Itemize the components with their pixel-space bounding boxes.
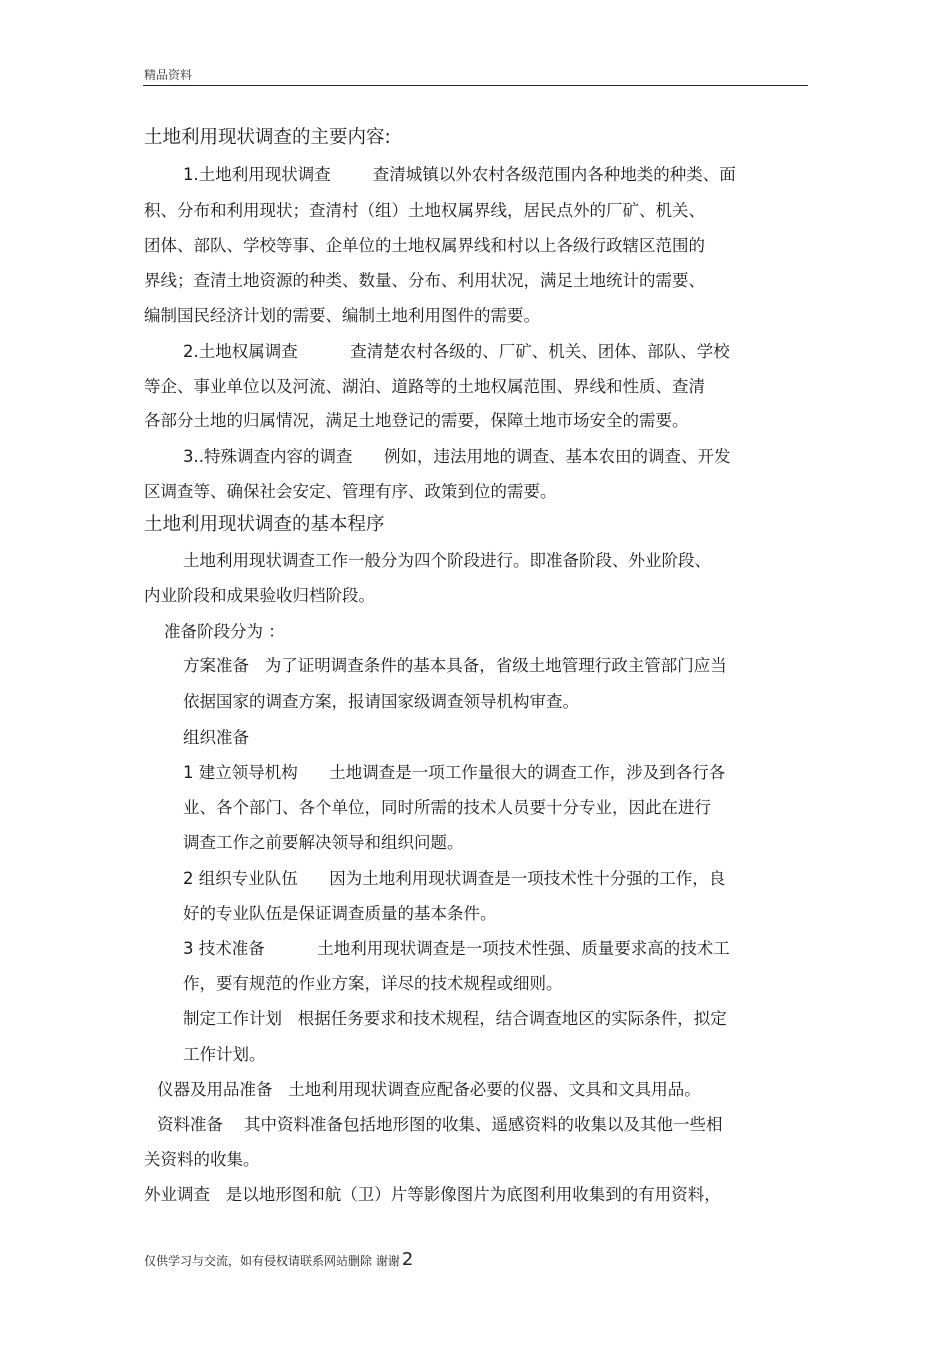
paragraph-line: 区调查等、确保社会安定、管理有序、政策到位的需要。	[144, 482, 557, 501]
paragraph-line: 组织准备	[183, 728, 249, 747]
page-footer	[144, 1249, 413, 1270]
footer-text: 仅供学习与交流，如有侵权请联系网站删除 谢谢	[144, 1254, 400, 1268]
paragraph-line: 3..特殊调查内容的调查 例如，违法用地的调查、基本农田的调查、开发	[183, 447, 731, 466]
header-title: 精品资料	[144, 68, 193, 82]
header-divider	[143, 85, 808, 86]
section-heading: 土地利用现状调查的基本程序	[144, 514, 385, 535]
paragraph-line: 各部分土地的归属情况，满足土地登记的需要，保障土地市场安全的需要。	[144, 411, 689, 430]
paragraph-line: 内业阶段和成果验收归档阶段。	[144, 586, 375, 605]
paragraph-line: 1.土地利用现状调查 查清城镇以外农村各级范围内各种地类的种类、面	[183, 165, 736, 184]
paragraph-line: 等企、事业单位以及河流、湖泊、道路等的土地权属范围、界线和性质、查清	[144, 377, 705, 396]
paragraph-line: 团体、部队、学校等事、企单位的土地权属界线和村以上各级行政辖区范围的	[144, 236, 705, 255]
paragraph-line: 调查工作之前要解决领导和组织问题。	[183, 833, 464, 852]
paragraph-line: 制定工作计划 根据任务要求和技术规程，结合调查地区的实际条件，拟定	[183, 1009, 727, 1028]
paragraph-line: 资料准备 其中资料准备包括地形图的收集、遥感资料的收集以及其他一些相	[157, 1115, 723, 1134]
paragraph-line: 2 组织专业队伍 因为土地利用现状调查是一项技术性十分强的工作，良	[183, 869, 726, 888]
section-heading: 土地利用现状调查的主要内容:	[144, 127, 391, 148]
paragraph-line: 好的专业队伍是保证调查质量的基本条件。	[183, 904, 497, 923]
paragraph-line: 2.土地权属调查 查清楚农村各级的、厂矿、机关、团体、部队、学校	[183, 342, 730, 361]
paragraph-line: 工作计划。	[183, 1045, 266, 1064]
paragraph-line: 编制国民经济计划的需要、编制土地利用图件的需要。	[144, 306, 540, 325]
paragraph-line: 方案准备 为了证明调查条件的基本具备，省级土地管理行政主管部门应当	[183, 656, 727, 675]
page-number: 2	[401, 1249, 414, 1270]
paragraph-line: 积、分布和利用现状；查清村（组）土地权属界线，居民点外的厂矿、机关、	[144, 201, 705, 220]
paragraph-line: 依据国家的调查方案，报请国家级调查领导机构审查。	[183, 692, 579, 711]
paragraph-line: 准备阶段分为 ：	[164, 622, 285, 641]
paragraph-line: 仪器及用品准备 土地利用现状调查应配备必要的仪器、文具和文具用品。	[157, 1080, 701, 1099]
paragraph-line: 3 技术准备 土地利用现状调查是一项技术性强、质量要求高的技术工	[183, 939, 730, 958]
paragraph-line: 1 建立领导机构 土地调查是一项工作量很大的调查工作，涉及到各行各	[183, 763, 726, 782]
paragraph-line: 土地利用现状调查工作一般分为四个阶段进行。即准备阶段、外业阶段、	[183, 551, 711, 570]
paragraph-line: 作，要有规范的作业方案，详尽的技术规程或细则。	[183, 974, 563, 993]
paragraph-line: 界线；查清土地资源的种类、数量、分布、利用状况，满足土地统计的需要、	[144, 271, 705, 290]
paragraph-line: 外业调查 是以地形图和航（卫）片等影像图片为底图利用收集到的有用资料，	[144, 1185, 721, 1204]
paragraph-line: 业、各个部门、各个单位，同时所需的技术人员要十分专业，因此在进行	[183, 798, 711, 817]
paragraph-line: 关资料的收集。	[144, 1150, 260, 1169]
